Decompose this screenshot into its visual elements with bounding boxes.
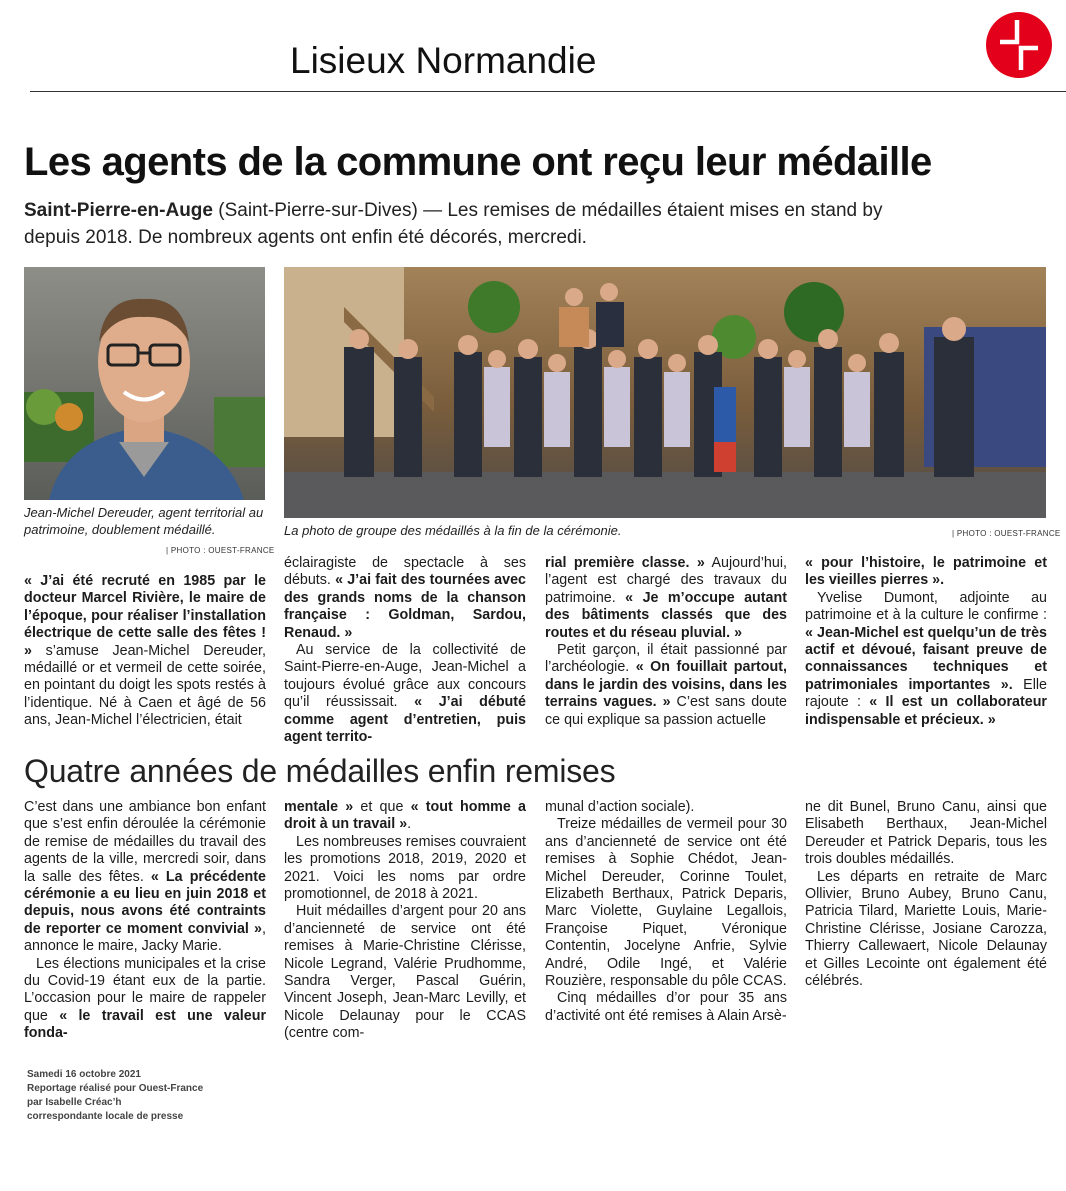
text-period: . <box>407 816 412 833</box>
text-gold: Cinq médailles d’or pour 35 ans d’activité ont été remises à Alain Arsè- <box>545 990 787 1024</box>
footer-role: correspondante locale de presse <box>27 1111 184 1122</box>
subheadline: Quatre années de médailles enfin remises <box>24 753 616 789</box>
text-promotions: Les nombreuses remises couvraient les promotions 2018, 2019, 2020 et 2021. Voici les noms par ordre promotionnel, de 2018 à 2021. <box>284 833 526 903</box>
article-lede <box>24 197 904 251</box>
quote-work-value: « le travail est une valeur fonda- <box>24 1007 267 1042</box>
lede-text: Les remises de médailles étaient mises en stand by depuis 2018. De nombreux agents ont enfin été décorés, mercredi. <box>24 200 883 248</box>
quote-digging: « On fouillait partout, dans le jardin des voisins, dans les terrains vagues. » <box>545 659 788 711</box>
quote-buildings: « Je m’occupe autant des bâtiments classés que des routes et du réseau pluvial. » <box>545 589 787 641</box>
text-adds: Elle rajoute : <box>805 676 1047 711</box>
text-archaeology: Petit garçon, il était passionné par l’archéologie. <box>545 642 787 676</box>
text-retirements: Les départs en retraite de Marc Ollivier, Bruno Aubey, Bruno Canu, Patricia Tilard, Mariette Louis, Marie-Christine Clérisse, Josiane Carozza, Thierry Callewaert, Nicole Delaunay et Gilles Lecointe ont également été célébrés. <box>805 868 1047 990</box>
ouest-france-logo <box>986 12 1052 78</box>
section1-column-2 <box>284 555 526 746</box>
quote-previous: « La précédente cérémonie a eu lieu en juin 2018 et depuis, nous avons été contraints de reporter ce moment convivial » <box>24 868 266 937</box>
quote-history: « pour l’histoire, le patrimoine et les vieilles pierres ». <box>805 555 1047 589</box>
portrait-caption: Jean-Michel Dereuder, agent territorial au patrimoine, doublement médaillé. <box>24 505 264 537</box>
quote-rank: rial première classe. » <box>545 555 705 571</box>
footer-credits <box>27 1068 203 1124</box>
text-double: ne dit Bunel, Bruno Canu, ainsi que Elisabeth Berthaux, Jean-Michel Dereuder et Patrick Deparis, tous les trois doubles médaillés. <box>805 799 1047 868</box>
lede-place: Saint-Pierre-en-Auge <box>24 200 213 221</box>
text-elections: Les élections municipales et la crise du Covid-19 étant eux de la partie. L’occasion pour le maire de rappeler que <box>24 955 266 1024</box>
quote-tours: « J’ai fait des tournées avec des grands noms de la chanson française : Goldman, Sardou, Renaud. » <box>284 572 526 641</box>
text-ccas: munal d’action sociale). <box>545 799 695 815</box>
section2-column-2 <box>284 799 526 1043</box>
section2-column-1 <box>24 799 266 1043</box>
group-photo <box>284 267 1046 518</box>
section1-column-1 <box>24 573 266 730</box>
lede-subplace: (Saint-Pierre-sur-Dives) — <box>212 200 448 221</box>
text-today: Aujourd’hui, l’agent est chargé des travaux du patrimoine. <box>545 555 787 606</box>
group-caption: La photo de groupe des médaillés à la fin de la cérémonie. <box>284 523 622 538</box>
section2-column-3 <box>545 799 787 1025</box>
text-yvelise: Yvelise Dumont, adjointe au patrimoine et à la culture le confirme : <box>805 589 1047 624</box>
section-title: Lisieux Normandie <box>290 40 597 81</box>
portrait-credit: | PHOTO : OUEST-FRANCE <box>166 546 275 555</box>
portrait-photo <box>24 267 265 500</box>
text-passion: C’est sans doute ce qui explique sa passion actuelle <box>545 694 787 728</box>
group-credit: | PHOTO : OUEST-FRANCE <box>952 529 1061 538</box>
quote-right-to-work: « tout homme a droit à un travail » <box>284 799 526 833</box>
text-vermeil: Treize médailles de vermeil pour 30 ans d’ancienneté de service ont été remises à Sophie Chédot, Jean-Michel Dereuder, Corinne Toulet, Elizabeth Berthaux, Patrick Deparis, Marc Violette, Guylaine Legallois, Françoise Piquet, Véronique Contentin, Jocelyne Anfrie, Sylvie André, Odile Ingé, et Valérie Rouzière, responsable du pôle CCAS. <box>545 816 787 990</box>
text-silver: Huit médailles d’argent pour 20 ans d’ancienneté de service ont été remises à Marie-Christine Clérisse, Nicole Legrand, Valérie Prudhomme, Sandra Verger, Pascal Guérin, Vincent Joseph, Jean-Marc Levilly, et Nicole Delaunay pour le CCAS (centre com- <box>284 903 526 1042</box>
footer-author: par Isabelle Créac’h <box>27 1097 122 1108</box>
article-headline: Les agents de la commune ont reçu leur médaille <box>24 140 932 184</box>
section1-column-4 <box>805 555 1047 729</box>
text-mayor: , annonce le maire, Jacky Marie. <box>24 920 266 955</box>
text-amused: s’amuse Jean-Michel Dereuder, médaillé or et vermeil de cette soirée, en pointant du doigt les spots restés à l’identique. Né à Caen et âgé de 56 ans, Jean-Michel l’électricien, était <box>24 642 266 729</box>
footer-report: Reportage réalisé pour Ouest-France <box>27 1083 204 1094</box>
quote-recruited: « J’ai été recruté en 1985 par le docteur Marcel Rivière, le maire de l’époque, pour réaliser l’installation électrique de cette salle des fêtes ! » <box>24 573 266 659</box>
quote-started: « J’ai débuté comme agent d’entretien, puis agent territo- <box>284 694 526 746</box>
quote-precious: « Il est un collaborateur indispensable et précieux. » <box>805 694 1047 728</box>
quote-active: « Jean-Michel est quelqu’un de très actif et dévoué, faisant preuve de connaissances techniques et patrimoniales importantes ». <box>805 624 1047 693</box>
text-lighting: éclairagiste de spectacle à ses débuts. <box>284 555 526 589</box>
footer-date: Samedi 16 octobre 2021 <box>27 1069 141 1080</box>
quote-fundamental: mentale » <box>284 799 354 815</box>
text-service: Au service de la collectivité de Saint-Pierre-en-Auge, Jean-Michel a toujours évolué grâce aux concours qu’il réussissait. <box>284 642 526 711</box>
header-rule <box>30 91 1066 92</box>
text-and: et que <box>353 799 411 815</box>
text-ambiance: C’est dans une ambiance bon enfant que s’est enfin déroulée la cérémonie de remise de médailles du travail des agents de la ville, mercredi soir, dans la salle des fêtes. <box>24 799 266 885</box>
section2-column-4 <box>805 799 1047 990</box>
section1-column-3 <box>545 555 787 729</box>
